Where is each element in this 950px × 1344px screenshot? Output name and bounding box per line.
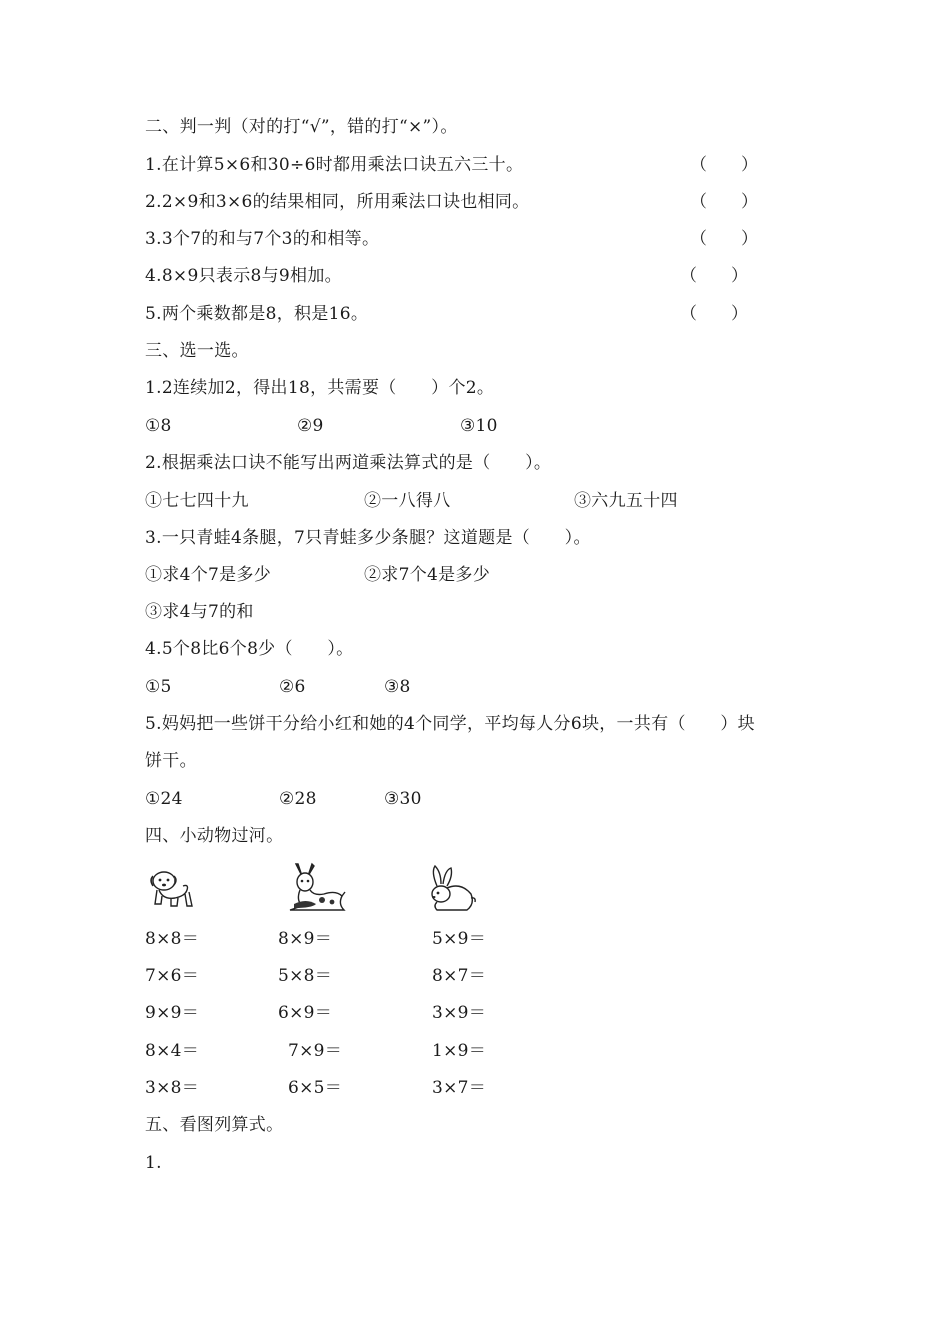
calc-c2-r2: 5×8＝ [278, 966, 333, 986]
choice-q1: 1.2连续加2，得出18，共需要（ ）个2。 [145, 378, 495, 398]
section5-heading: 五、看图列算式。 [145, 1115, 284, 1135]
calc-c2-r1: 8×9＝ [278, 929, 333, 949]
calc-c3-r5: 3×7＝ [432, 1078, 487, 1098]
choice-q1-option-2[interactable]: ②9 [297, 416, 324, 436]
choice-q3-option-3[interactable]: ③求4与7的和 [145, 602, 254, 622]
dog-icon [145, 866, 195, 912]
calc-c1-r4: 8×4＝ [145, 1041, 200, 1061]
calc-c1-r1: 8×8＝ [145, 929, 200, 949]
choice-q4-option-1[interactable]: ①5 [145, 677, 172, 697]
choice-q5-option-1[interactable]: ①24 [145, 789, 183, 809]
calc-c3-r4: 1×9＝ [432, 1041, 487, 1061]
calc-c1-r2: 7×6＝ [145, 966, 200, 986]
choice-q2: 2.根据乘法口诀不能写出两道乘法算式的是（ ）。 [145, 453, 552, 473]
calc-c2-r4: 7×9＝ [288, 1041, 343, 1061]
deer-icon [286, 860, 346, 914]
choice-q5-option-2[interactable]: ②28 [279, 789, 317, 809]
choice-q3: 3.一只青蛙4条腿，7只青蛙多少条腿？这道题是（ ）。 [145, 528, 591, 548]
calc-c2-r5: 6×5＝ [288, 1078, 343, 1098]
calc-c3-r1: 5×9＝ [432, 929, 487, 949]
judge-item-2: 2.2×9和3×6的结果相同，所用乘法口诀也相同。 [145, 192, 530, 212]
judge-blank-3[interactable]: （ ） [690, 229, 758, 249]
choice-q1-option-3[interactable]: ③10 [460, 416, 498, 436]
choice-q4-option-3[interactable]: ③8 [384, 677, 411, 697]
judge-item-4: 4.8×9只表示8与9相加。 [145, 266, 342, 286]
calc-c2-r3: 6×9＝ [278, 1003, 333, 1023]
judge-blank-1[interactable]: （ ） [690, 155, 758, 175]
choice-q5-option-3[interactable]: ③30 [384, 789, 422, 809]
judge-item-1: 1.在计算5×6和30÷6时都用乘法口诀五六三十。 [145, 155, 524, 175]
choice-q2-option-1[interactable]: ①七七四十九 [145, 491, 249, 511]
section4-heading: 四、小动物过河。 [145, 826, 284, 846]
calc-c3-r3: 3×9＝ [432, 1003, 487, 1023]
picture-q1-label: 1. [145, 1153, 162, 1173]
judge-blank-2[interactable]: （ ） [690, 192, 758, 212]
section2-heading: 二、判一判（对的打“√”，错的打“×”）。 [145, 117, 458, 137]
choice-q4-option-2[interactable]: ②6 [279, 677, 306, 697]
judge-item-5: 5.两个乘数都是8，积是16。 [145, 304, 369, 324]
judge-blank-4[interactable]: （ ） [680, 266, 748, 286]
choice-q2-option-3[interactable]: ③六九五十四 [574, 491, 678, 511]
choice-q4: 4.5个8比6个8少（ ）。 [145, 639, 354, 659]
choice-q5-line1: 5.妈妈把一些饼干分给小红和她的4个同学，平均每人分6块，一共有（ ）块 [145, 714, 755, 734]
choice-q2-option-2[interactable]: ②一八得八 [364, 491, 451, 511]
calc-c1-r5: 3×8＝ [145, 1078, 200, 1098]
choice-q3-option-1[interactable]: ①求4个7是多少 [145, 565, 272, 585]
section3-heading: 三、选一选。 [145, 341, 249, 361]
judge-item-3: 3.3个7的和与7个3的和相等。 [145, 229, 380, 249]
choice-q1-option-1[interactable]: ①8 [145, 416, 172, 436]
calc-c3-r2: 8×7＝ [432, 966, 487, 986]
rabbit-icon [423, 864, 479, 914]
choice-q3-option-2[interactable]: ②求7个4是多少 [364, 565, 491, 585]
calc-c1-r3: 9×9＝ [145, 1003, 200, 1023]
judge-blank-5[interactable]: （ ） [680, 304, 748, 324]
choice-q5-line2: 饼干。 [145, 751, 197, 771]
